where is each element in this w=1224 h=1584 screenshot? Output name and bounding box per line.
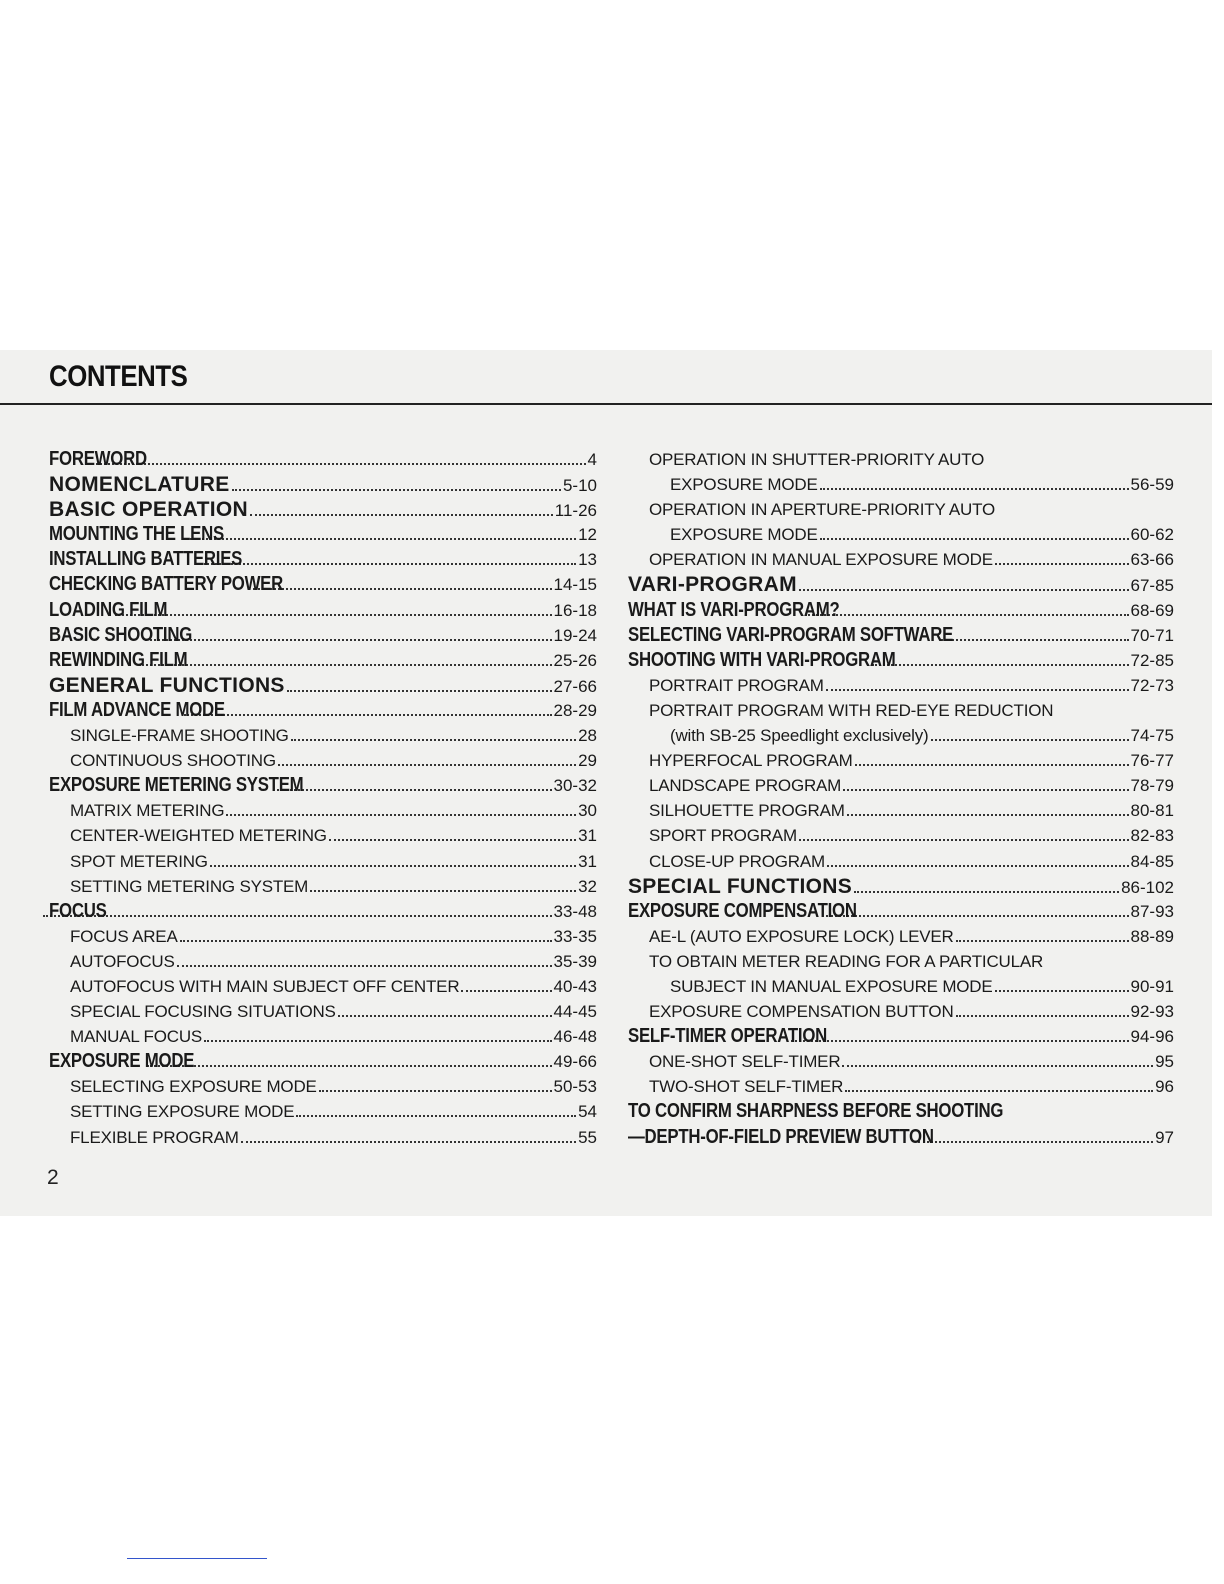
toc-entry-page: 30 bbox=[578, 801, 597, 821]
toc-entry-label: SPECIAL FUNCTIONS bbox=[628, 874, 853, 898]
toc-leader-dots bbox=[183, 538, 577, 540]
toc-entry[interactable] bbox=[628, 472, 1174, 497]
toc-leader-dots bbox=[204, 563, 576, 565]
toc-leader-dots bbox=[204, 1040, 551, 1042]
toc-leader-dots bbox=[287, 690, 552, 692]
toc-entry-label: FOREWORD bbox=[49, 448, 147, 470]
toc-entry[interactable] bbox=[49, 1099, 597, 1124]
toc-entry-label: SHOOTING WITH VARI-PROGRAM bbox=[628, 648, 896, 671]
toc-entry-page: 11-26 bbox=[554, 501, 597, 521]
toc-leader-dots bbox=[918, 1141, 1154, 1143]
toc-entry-page: 88-89 bbox=[1130, 926, 1174, 946]
toc-entry-label: AUTOFOCUS bbox=[70, 951, 175, 971]
toc-entry-label: HYPERFOCAL PROGRAM bbox=[649, 751, 853, 771]
toc-entry-page: 74-75 bbox=[1130, 726, 1174, 746]
toc-leader-dots bbox=[941, 639, 1129, 641]
toc-entry[interactable] bbox=[628, 447, 1174, 472]
toc-entry[interactable] bbox=[628, 773, 1174, 798]
toc-entry-page: 60-62 bbox=[1130, 525, 1174, 545]
toc-entry-page: 16-18 bbox=[553, 600, 597, 620]
toc-entry-label: SPECIAL FOCUSING SITUATIONS bbox=[70, 1002, 336, 1022]
toc-leader-dots bbox=[854, 891, 1119, 893]
toc-entry[interactable] bbox=[49, 698, 597, 723]
toc-entry-label: SPORT PROGRAM bbox=[649, 826, 797, 846]
toc-entry-page: 33-48 bbox=[553, 901, 597, 921]
toc-entry-label: SELECTING EXPOSURE MODE bbox=[70, 1077, 317, 1097]
toc-entry-label: WHAT IS VARI-PROGRAM? bbox=[628, 598, 840, 621]
toc-entry[interactable] bbox=[628, 1125, 1174, 1150]
toc-entry-page: 25-26 bbox=[553, 650, 597, 670]
toc-entry-label: EXPOSURE METERING SYSTEM bbox=[49, 774, 304, 797]
toc-entry[interactable] bbox=[628, 999, 1174, 1024]
toc-entry[interactable] bbox=[628, 798, 1174, 823]
toc-entry-page: 90-91 bbox=[1130, 976, 1174, 996]
toc-entry-page: 35-39 bbox=[553, 951, 597, 971]
toc-entry-page: 50-53 bbox=[553, 1077, 597, 1097]
toc-entry-label: ONE-SHOT SELF-TIMER bbox=[649, 1052, 841, 1072]
toc-entry-page: 33-35 bbox=[553, 926, 597, 946]
toc-entry-label: LANDSCAPE PROGRAM bbox=[649, 776, 842, 796]
toc-leader-dots bbox=[845, 1090, 1153, 1092]
toc-entry[interactable] bbox=[628, 899, 1174, 924]
toc-entry[interactable] bbox=[49, 572, 597, 597]
toc-entry-label: EXPOSURE MODE bbox=[49, 1050, 195, 1073]
toc-entry[interactable] bbox=[49, 472, 597, 497]
toc-leader-dots bbox=[277, 789, 551, 791]
toc-entry-page: 68-69 bbox=[1130, 600, 1174, 620]
toc-entry-page: 46-48 bbox=[553, 1027, 597, 1047]
page-number: 2 bbox=[47, 1166, 59, 1189]
toc-entry-page: 96 bbox=[1155, 1077, 1174, 1097]
toc-leader-dots bbox=[995, 563, 1129, 565]
toc-entry[interactable] bbox=[49, 899, 597, 924]
toc-entry[interactable] bbox=[49, 547, 597, 572]
toc-entry[interactable] bbox=[628, 648, 1174, 673]
toc-entry-label: SILHOUETTE PROGRAM bbox=[649, 801, 845, 821]
toc-entry[interactable] bbox=[49, 1074, 597, 1099]
toc-entry-page: 31 bbox=[578, 851, 597, 871]
toc-entry-label: OPERATION IN APERTURE-PRIORITY AUTO bbox=[649, 500, 995, 520]
toc-entry-page: 13 bbox=[578, 550, 597, 570]
toc-leader-dots bbox=[147, 1065, 551, 1067]
toc-entry[interactable] bbox=[628, 572, 1174, 597]
toc-leader-dots bbox=[241, 1141, 576, 1143]
toc-leader-dots bbox=[91, 463, 586, 465]
toc-leader-dots bbox=[278, 764, 576, 766]
toc-entry[interactable] bbox=[49, 648, 597, 673]
toc-entry[interactable] bbox=[49, 773, 597, 798]
toc-entry-label: SUBJECT IN MANUAL EXPOSURE MODE bbox=[670, 976, 993, 996]
toc-entry[interactable] bbox=[49, 673, 597, 698]
toc-entry-page: 84-85 bbox=[1130, 851, 1174, 871]
toc-entry-page: 72-85 bbox=[1130, 650, 1174, 670]
toc-entry-page: 95 bbox=[1155, 1052, 1174, 1072]
toc-entry-page: 4 bbox=[587, 450, 597, 469]
toc-leader-dots bbox=[843, 789, 1128, 791]
toc-leader-dots bbox=[43, 915, 552, 917]
toc-leader-dots bbox=[232, 489, 561, 491]
toc-entry-label: AE-L (AUTO EXPOSURE LOCK) LEVER bbox=[649, 926, 954, 946]
toc-entry-label: SPOT METERING bbox=[70, 851, 208, 871]
toc-entry[interactable] bbox=[49, 1049, 597, 1074]
toc-entry-page: 82-83 bbox=[1130, 826, 1174, 846]
toc-leader-dots bbox=[820, 488, 1129, 490]
toc-entry-label: CLOSE-UP PROGRAM bbox=[649, 851, 825, 871]
toc-entry-label: AUTOFOCUS WITH MAIN SUBJECT OFF CENTER bbox=[70, 976, 460, 996]
toc-entry-page: 19-24 bbox=[553, 625, 597, 645]
toc-leader-dots bbox=[956, 1015, 1129, 1017]
toc-entry-page: 44-45 bbox=[553, 1002, 597, 1022]
toc-leader-dots bbox=[855, 764, 1129, 766]
toc-leader-dots bbox=[956, 940, 1129, 942]
toc-entry-page: 30-32 bbox=[553, 776, 597, 796]
toc-entry-page: 76-77 bbox=[1130, 751, 1174, 771]
toc-entry[interactable] bbox=[49, 924, 597, 949]
toc-entry-label: TO CONFIRM SHARPNESS BEFORE SHOOTING bbox=[628, 1100, 1004, 1123]
toc-left-column bbox=[49, 447, 597, 1150]
toc-entry-page: 27-66 bbox=[553, 676, 597, 696]
toc-leader-dots bbox=[180, 940, 552, 942]
toc-entry-label: FLEXIBLE PROGRAM bbox=[70, 1127, 239, 1147]
toc-leader-dots bbox=[210, 865, 576, 867]
toc-entry[interactable] bbox=[49, 974, 597, 999]
toc-leader-dots bbox=[791, 1040, 1129, 1042]
toc-entry[interactable] bbox=[628, 748, 1174, 773]
toc-entry-label: BASIC OPERATION bbox=[49, 498, 248, 522]
toc-right-column bbox=[628, 447, 1174, 1150]
toc-entry[interactable] bbox=[628, 547, 1174, 572]
toc-entry-page: 32 bbox=[578, 876, 597, 896]
toc-entry-label: CONTINUOUS SHOOTING bbox=[70, 751, 276, 771]
toc-entry[interactable] bbox=[628, 949, 1174, 974]
toc-entry-label: SETTING METERING SYSTEM bbox=[70, 876, 309, 896]
toc-entry-page: 12 bbox=[578, 525, 597, 545]
toc-entry-page: 49-66 bbox=[553, 1052, 597, 1072]
toc-leader-dots bbox=[253, 588, 552, 590]
toc-entry-page: 72-73 bbox=[1130, 675, 1174, 695]
toc-leader-dots bbox=[226, 814, 576, 816]
toc-entry[interactable] bbox=[628, 823, 1174, 848]
toc-entry[interactable] bbox=[628, 849, 1174, 874]
toc-entry-label: SETTING EXPOSURE MODE bbox=[70, 1102, 295, 1122]
toc-entry[interactable] bbox=[628, 1099, 1174, 1124]
toc-entry[interactable] bbox=[49, 999, 597, 1024]
toc-entry-label: EXPOSURE COMPENSATION bbox=[628, 899, 857, 922]
toc-leader-dots bbox=[799, 589, 1129, 591]
toc-entry[interactable] bbox=[49, 522, 597, 547]
toc-entry-label: SINGLE-FRAME SHOOTING bbox=[70, 726, 289, 746]
toc-entry[interactable] bbox=[49, 1024, 597, 1049]
toc-leader-dots bbox=[177, 965, 552, 967]
toc-entry-label: (with SB-25 Speedlight exclusively) bbox=[670, 726, 929, 746]
toc-entry-label: TWO-SHOT SELF-TIMER bbox=[649, 1077, 844, 1097]
toc-entry[interactable] bbox=[628, 874, 1174, 899]
toc-entry[interactable] bbox=[49, 1125, 597, 1150]
toc-leader-dots bbox=[296, 1115, 576, 1117]
toc-leader-dots bbox=[329, 839, 576, 841]
toc-entry-page: 92-93 bbox=[1130, 1002, 1174, 1022]
toc-entry-label: FOCUS AREA bbox=[70, 926, 178, 946]
toc-leader-dots bbox=[826, 689, 1129, 691]
toc-entry[interactable] bbox=[628, 723, 1174, 748]
toc-entry-label: MATRIX METERING bbox=[70, 801, 225, 821]
toc-entry-label: PORTRAIT PROGRAM WITH RED-EYE REDUCTION bbox=[649, 700, 1054, 720]
toc-entry[interactable] bbox=[628, 522, 1174, 547]
toc-entry-page: 94-96 bbox=[1130, 1027, 1174, 1047]
toc-entry-label: EXPOSURE MODE bbox=[670, 475, 818, 495]
toc-entry-page: 28-29 bbox=[553, 700, 597, 720]
toc-entry[interactable] bbox=[49, 447, 597, 472]
toc-entry[interactable] bbox=[628, 1024, 1174, 1049]
toc-entry[interactable] bbox=[628, 673, 1174, 698]
toc-entry-page: 54 bbox=[578, 1102, 597, 1122]
link-underline bbox=[127, 1558, 267, 1559]
toc-leader-dots bbox=[291, 739, 576, 741]
toc-leader-dots bbox=[184, 714, 552, 716]
toc-entry-label: SELF-TIMER OPERATION bbox=[628, 1025, 828, 1048]
toc-leader-dots bbox=[820, 538, 1129, 540]
toc-entry-label: INSTALLING BATTERIES bbox=[49, 548, 243, 571]
toc-entry-page: 40-43 bbox=[553, 976, 597, 996]
toc-entry-label: OPERATION IN MANUAL EXPOSURE MODE bbox=[649, 550, 993, 570]
toc-entry[interactable] bbox=[628, 623, 1174, 648]
toc-entry-page: 87-93 bbox=[1130, 901, 1174, 921]
title-divider bbox=[0, 403, 1212, 405]
toc-entry-label: —DEPTH-OF-FIELD PREVIEW BUTTON bbox=[628, 1125, 934, 1148]
toc-leader-dots bbox=[827, 865, 1129, 867]
toc-entry-label: BASIC SHOOTING bbox=[49, 623, 193, 646]
toc-entry-label: FOCUS bbox=[49, 899, 107, 922]
toc-entry[interactable] bbox=[628, 1049, 1174, 1074]
page-title: CONTENTS bbox=[49, 360, 188, 393]
toc-entry-page: 63-66 bbox=[1130, 550, 1174, 570]
toc-leader-dots bbox=[931, 739, 1129, 741]
toc-leader-dots bbox=[461, 990, 551, 992]
toc-entry-page: 97 bbox=[1155, 1127, 1174, 1147]
toc-leader-dots bbox=[310, 890, 576, 892]
toc-entry[interactable] bbox=[49, 949, 597, 974]
toc-entry[interactable] bbox=[49, 823, 597, 848]
toc-entry-page: 28 bbox=[578, 726, 597, 746]
toc-leader-dots bbox=[805, 614, 1128, 616]
toc-entry[interactable] bbox=[628, 974, 1174, 999]
toc-leader-dots bbox=[847, 814, 1129, 816]
toc-entry-label: SELECTING VARI-PROGRAM SOFTWARE bbox=[628, 623, 954, 646]
toc-entry[interactable] bbox=[49, 874, 597, 899]
toc-entry-page: 5-10 bbox=[562, 476, 597, 496]
toc-entry[interactable] bbox=[49, 798, 597, 823]
toc-entry-page: 56-59 bbox=[1130, 475, 1174, 495]
toc-entry[interactable] bbox=[628, 497, 1174, 522]
toc-entry[interactable] bbox=[628, 598, 1174, 623]
toc-leader-dots bbox=[250, 514, 553, 516]
toc-leader-dots bbox=[872, 664, 1128, 666]
toc-entry[interactable] bbox=[49, 748, 597, 773]
toc-entry-page: 29 bbox=[578, 751, 597, 771]
toc-leader-dots bbox=[338, 1015, 552, 1017]
toc-leader-dots bbox=[145, 639, 552, 641]
toc-entry[interactable] bbox=[49, 598, 597, 623]
toc-leader-dots bbox=[826, 915, 1129, 917]
toc-leader-dots bbox=[139, 664, 552, 666]
toc-entry-label: MANUAL FOCUS bbox=[70, 1027, 203, 1047]
toc-entry-label: FILM ADVANCE MODE bbox=[49, 698, 225, 721]
toc-entry-label: GENERAL FUNCTIONS bbox=[49, 673, 285, 697]
toc-entry[interactable] bbox=[49, 623, 597, 648]
toc-entry-label: PORTRAIT PROGRAM bbox=[649, 675, 824, 695]
toc-entry-label: EXPOSURE MODE bbox=[670, 525, 818, 545]
toc-entry[interactable] bbox=[628, 698, 1174, 723]
toc-entry-page: 55 bbox=[578, 1127, 597, 1147]
toc-entry-label: CHECKING BATTERY POWER bbox=[49, 573, 284, 596]
toc-entry-label: NOMENCLATURE bbox=[49, 473, 230, 497]
toc-entry[interactable] bbox=[49, 497, 597, 522]
toc-entry[interactable] bbox=[628, 924, 1174, 949]
toc-entry-label: EXPOSURE COMPENSATION BUTTON bbox=[649, 1002, 954, 1022]
toc-leader-dots bbox=[842, 1065, 1153, 1067]
toc-leader-dots bbox=[799, 839, 1129, 841]
toc-entry[interactable] bbox=[49, 849, 597, 874]
toc-entry-page: 67-85 bbox=[1130, 576, 1174, 596]
toc-entry-label: OPERATION IN SHUTTER-PRIORITY AUTO bbox=[649, 450, 985, 469]
toc-leader-dots bbox=[995, 990, 1129, 992]
toc-entry-page: 80-81 bbox=[1130, 801, 1174, 821]
toc-entry[interactable] bbox=[49, 723, 597, 748]
toc-entry-label: VARI-PROGRAM bbox=[628, 573, 797, 597]
toc-entry-label: REWINDING FILM bbox=[49, 648, 188, 671]
toc-entry-label: CENTER-WEIGHTED METERING bbox=[70, 826, 327, 846]
toc-entry-page: 31 bbox=[578, 826, 597, 846]
toc-entry-label: MOUNTING THE LENS bbox=[49, 523, 224, 546]
toc-entry[interactable] bbox=[628, 1074, 1174, 1099]
toc-leader-dots bbox=[319, 1090, 552, 1092]
toc-leader-dots bbox=[115, 614, 551, 616]
toc-entry-page: 14-15 bbox=[553, 575, 597, 595]
toc-entry-page: 86-102 bbox=[1121, 877, 1174, 897]
toc-entry-label: LOADING FILM bbox=[49, 598, 168, 621]
toc-entry-label: TO OBTAIN METER READING FOR A PARTICULAR bbox=[649, 951, 1044, 971]
toc-entry-page: 78-79 bbox=[1130, 776, 1174, 796]
toc-entry-page: 70-71 bbox=[1130, 625, 1174, 645]
